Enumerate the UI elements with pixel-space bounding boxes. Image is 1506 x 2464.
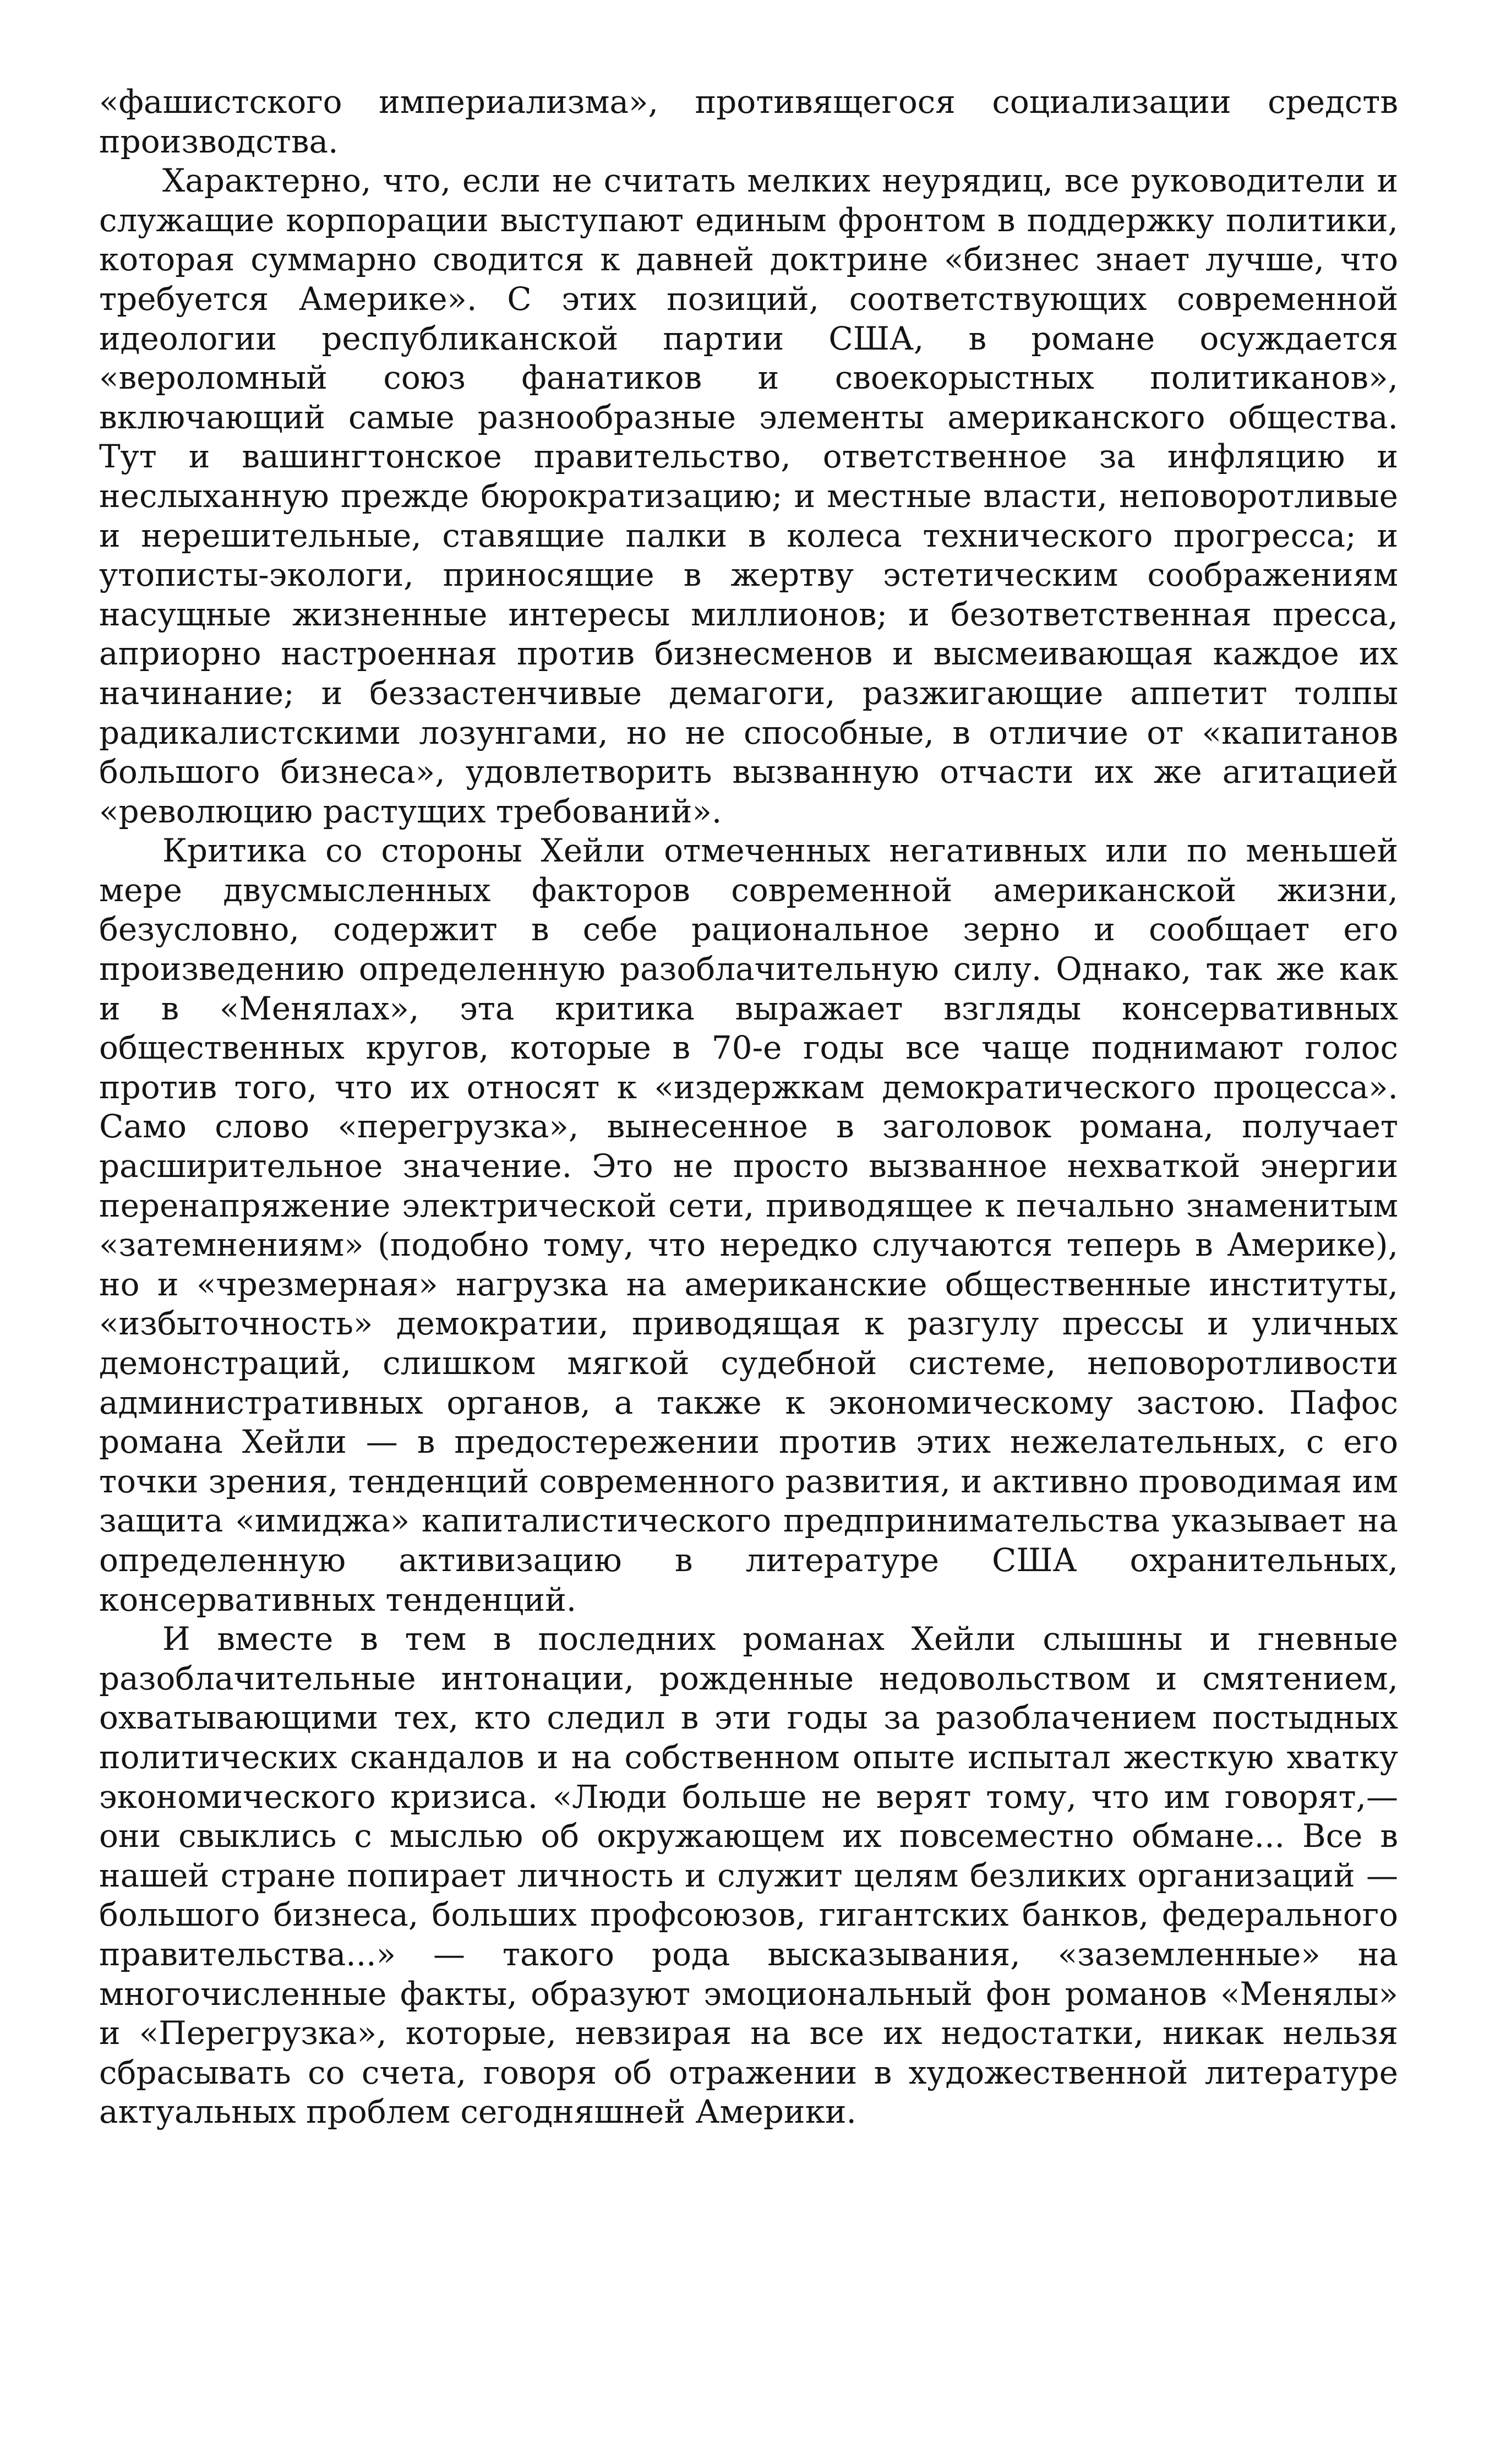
paragraph-continuation: «фашистского империализма», противящегося социализации средств производства.: [99, 83, 1398, 160]
paragraph-exposure-intonations: И вместе в тем в последних романах Хейли слышны и гневные разоблачительные интонации, рожденные недовольством и смятением, охватывающими тех, кто следил в эти годы за разоблачением постыдных политических скандалов и на собственном опыте испытал жесткую хватку экономического кризиса. «Люди больше не верят тому, что им говорят,— они свыклись с мыслью об окружающем их повсеместно обмане... Все в нашей стране попирает личность и служит целям безликих организаций — большого бизнеса, больших профсоюзов, гигантских банков, федерального правительства...» — такого рода высказывания, «заземленные» на многочисленные факты, образуют эмоциональный фон романов «Менялы» и «Перегрузка», которые, невзирая на все их недостатки, никак нельзя сбрасывать со счета, говоря об отражении в художественной литературе актуальных проблем сегодняшней Америки.: [99, 1620, 1398, 2131]
paragraph-corporation-policy: Характерно, что, если не считать мелких неурядиц, все руководители и служащие корпорации выступают единым фронтом в поддержку политики, которая суммарно сводится к давней доктрине «бизнес знает лучше, что требуется Америке». С этих позиций, соответствующих современной идеологии республиканской партии США, в романе осуждается «вероломный союз фанатиков и своекорыстных политиканов», включающий самые разнообразные элементы американского общества. Тут и вашингтонское правительство, ответственное за инфляцию и неслыханную прежде бюрократизацию; и местные власти, неповоротливые и нерешительные, ставящие палки в колеса технического прогресса; и утописты-экологи, приносящие в жертву эстетическим соображениям насущные жизненные интересы миллионов; и безответственная пресса, априорно настроенная против бизнесменов и высмеивающая каждое их начинание; и беззастенчивые демагоги, разжигающие аппетит толпы радикалистскими лозунгами, но не способные, в отличие от «капитанов большого бизнеса», удовлетворить вызванную отчасти их же агитацией «революцию растущих требований».: [99, 162, 1398, 830]
paragraph-hailey-critique: Критика со стороны Хейли отмеченных негативных или по меньшей мере двусмысленных факторов современной американской жизни, безусловно, содержит в себе рациональное зерно и сообщает его произведению определенную разоблачительную силу. Однако, так же как и в «Менялах», эта критика выражает взгляды консервативных общественных кругов, которые в 70-е годы все чаще поднимают голос против того, что их относят к «издержкам демократического процесса». Само слово «перегрузка», вынесенное в заголовок романа, получает расширительное значение. Это не просто вызванное нехваткой энергии перенапряжение электрической сети, приводящее к печально знаменитым «затемнениям» (подобно тому, что нередко случаются теперь в Америке), но и «чрезмерная» нагрузка на американские общественные институты, «избыточность» демократии, приводящая к разгулу прессы и уличных демонстраций, слишком мягкой судебной системе, неповоротливости административных органов, а также к экономическому застою. Пафос романа Хейли — в предостережении против этих нежелательных, с его точки зрения, тенденций современного развития, и активно проводимая им защита «имиджа» капиталистического предпринимательства указывает на определенную активизацию в литературе США охранительных, консервативных тенденций.: [99, 832, 1398, 1618]
body-text: [99, 83, 1398, 2132]
